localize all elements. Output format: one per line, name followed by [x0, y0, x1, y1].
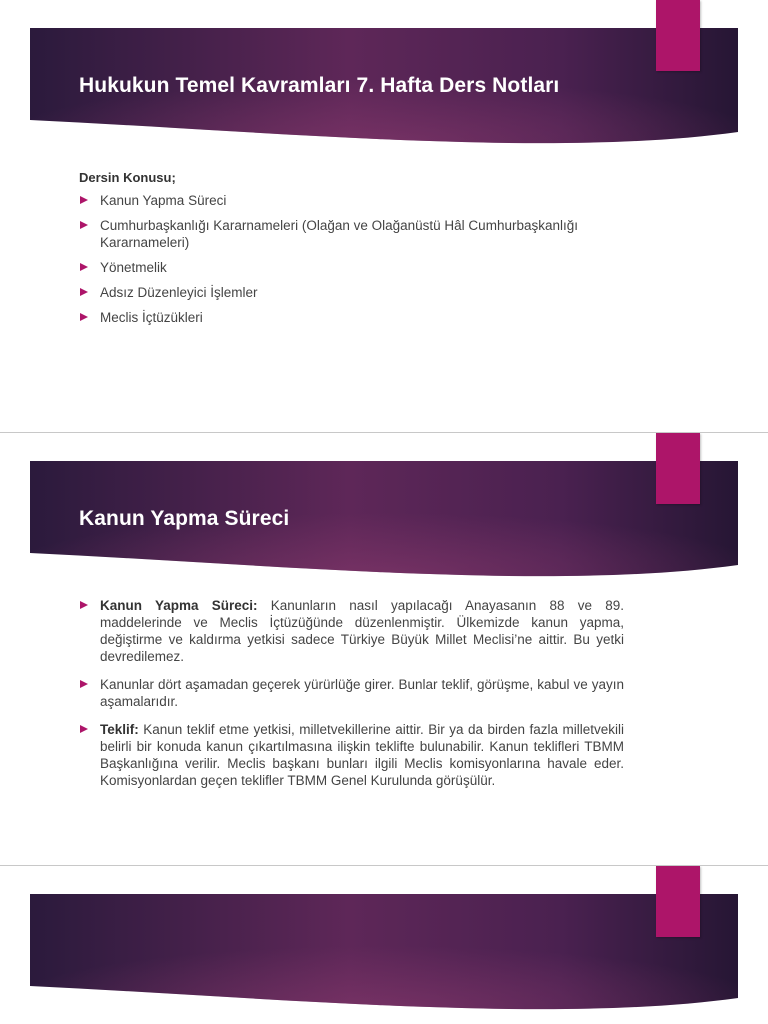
body-section	[79, 597, 624, 797]
paragraph-list	[79, 597, 624, 789]
bullet-arrow-icon	[80, 725, 88, 733]
slide-title: Hukukun Temel Kavramları 7. Hafta Ders Notları	[79, 74, 560, 97]
list-item: Kanun Yapma Süreci: Kanunların nasıl yapılacağı Anayasanın 88 ve 89. maddelerinde ve Meclis İçtüzüğünde düzenlenmiştir. Ülkemizde kanun yapma, değiştirme ve kaldırma yetkisi sadece Türkiye Büyük Millet Meclisi’ne aittir. Bu yetki devredilemez.	[79, 597, 624, 665]
list-item: Yönetmelik	[79, 259, 624, 276]
list-item: Kanun Yapma Süreci	[79, 192, 624, 209]
title-banner	[30, 894, 738, 1010]
bullet-arrow-icon	[80, 263, 88, 271]
bullet-arrow-icon	[80, 288, 88, 296]
accent-tab	[656, 866, 700, 937]
accent-tab	[656, 433, 700, 504]
topic-list	[79, 192, 624, 326]
list-item: Kanunlar dört aşamadan geçerek yürürlüğe girer. Bunlar teklif, görüşme, kabul ve yayın aşamalarıdır.	[79, 676, 624, 710]
bullet-arrow-icon	[80, 601, 88, 609]
slide-2	[0, 433, 768, 865]
accent-tab	[656, 0, 700, 71]
section-label: Dersin Konusu;	[79, 170, 176, 185]
banner-shape	[30, 894, 738, 1010]
list-item: Adsız Düzenleyici İşlemler	[79, 284, 624, 301]
bullet-arrow-icon	[80, 196, 88, 204]
list-item: Cumhurbaşkanlığı Kararnameleri (Olağan ve Olağanüstü Hâl Cumhurbaşkanlığı Kararnameleri)	[79, 217, 624, 251]
list-item: Meclis İçtüzükleri	[79, 309, 624, 326]
list-item: Teklif: Kanun teklif etme yetkisi, milletvekillerine aittir. Bir ya da birden fazla milletvekili belirli bir konuda kanun çıkartılmasına ilişkin teklifte bulunabilir. Kanun teklifleri TBMM Başkanlığına verilir. Meclis başkanı bunları ilgili Meclis komisyonlarına havale eder. Komisyonlardan geçen teklifler TBMM Genel Kurulunda görüşülür.	[79, 721, 624, 789]
bullet-arrow-icon	[80, 221, 88, 229]
title-banner	[30, 461, 738, 577]
slide-3	[0, 866, 768, 1024]
bullet-arrow-icon	[80, 680, 88, 688]
slide-title: Kanun Yapma Süreci	[79, 507, 290, 530]
topic-list-section	[79, 170, 624, 334]
slide-1	[0, 0, 768, 432]
title-banner	[30, 28, 738, 144]
bullet-arrow-icon	[80, 313, 88, 321]
